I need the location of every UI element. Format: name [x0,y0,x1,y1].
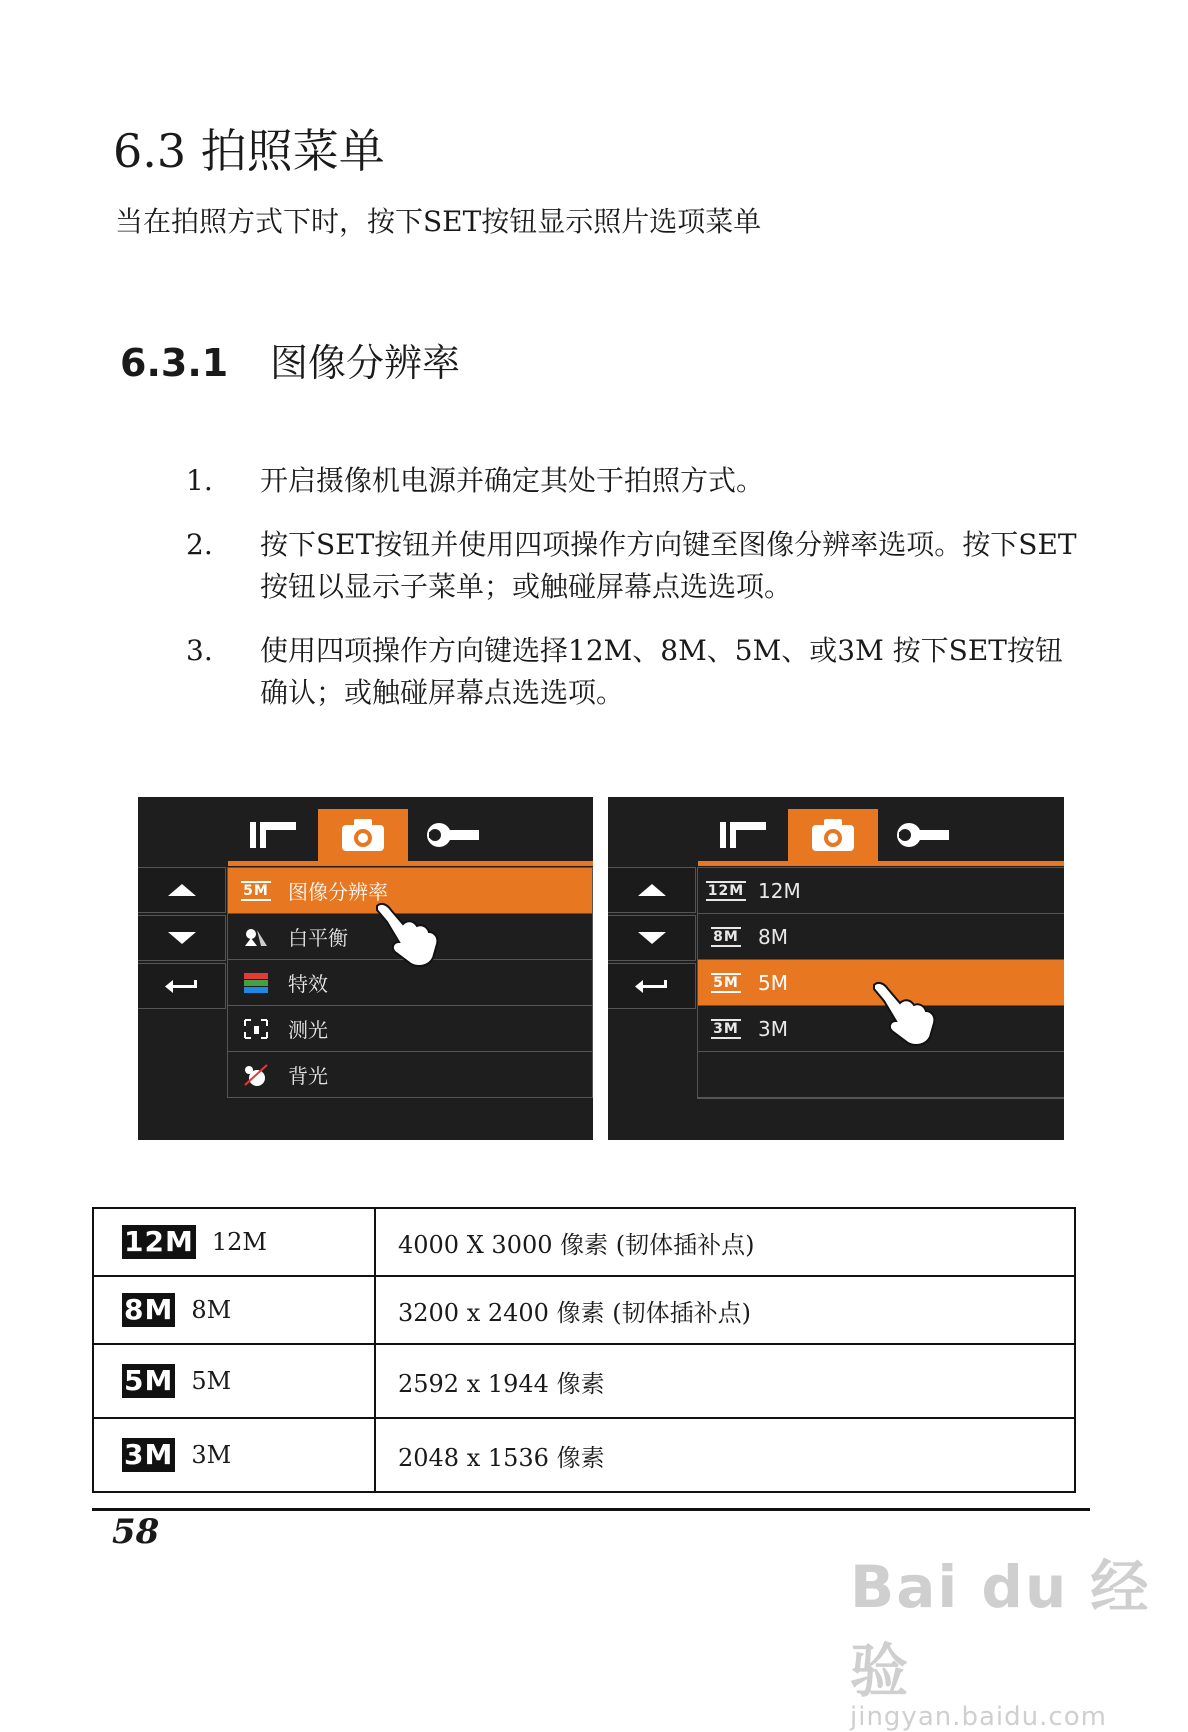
tab-playback[interactable] [228,809,318,861]
subsection-number: 6.3.1 [120,341,229,385]
tab-camera[interactable] [788,809,878,861]
table-cell-resolution [93,1344,375,1418]
table-cell-pixels: 4000 X 3000 像素 (韧体插补点) [375,1208,1075,1276]
camera-icon [340,817,386,853]
table-cell-pixels: 2048 x 1536 像素 [375,1418,1075,1492]
return-button[interactable] [138,963,226,1009]
step-item [186,460,1086,502]
return-icon [635,978,669,994]
step-text: 使用四项操作方向键选择12M、8M、5M、或3M 按下SET按钮确认；或触碰屏幕点选选项。 [260,634,1063,709]
resolution-label: 5M [191,1367,232,1395]
tab-bar [228,809,498,861]
table-row [93,1276,1075,1344]
arrow-down-icon [637,931,667,945]
menu-item-label: 特效 [288,972,328,996]
intro-text: 当在拍照方式下时，按下SET按钮显示照片选项菜单 [115,205,762,238]
table-cell-resolution [93,1208,375,1276]
menu-item-label: 背光 [288,1064,328,1088]
playback-mode-icon [718,818,768,852]
menu-item-label: 白平衡 [288,926,348,950]
menu-item-backlight[interactable] [228,1052,592,1097]
resolution-3m-icon: 3M [124,1438,174,1471]
resolution-8m-icon: 8M [713,928,739,945]
tab-settings[interactable] [878,809,968,861]
tab-underline [698,861,1064,866]
step-text: 开启摄像机电源并确定其处于拍照方式。 [260,464,765,497]
resolution-icon: 5M [243,882,269,899]
camera-screen-resolution-submenu [608,797,1064,1140]
tab-camera[interactable] [318,809,408,861]
resolution-12m-icon: 12M [124,1225,194,1258]
subsection-heading [120,332,460,387]
table-row [93,1418,1075,1492]
arrow-up-icon [167,883,197,897]
resolution-label: 3M [191,1441,232,1469]
step-number: 3. [186,634,213,667]
wrench-icon [895,818,951,852]
footer-rule [92,1508,1090,1511]
side-controls [608,867,696,1011]
resolution-table [92,1207,1076,1493]
down-button[interactable] [138,915,226,961]
step-text: 按下SET按钮并使用四项操作方向键至图像分辨率选项。按下SET按钮以显示子菜单；或触碰屏幕点选选项。 [260,528,1077,603]
wrench-icon [425,818,481,852]
step-number: 2. [186,528,213,561]
up-button[interactable] [608,867,696,913]
down-button[interactable] [608,915,696,961]
table-cell-resolution [93,1418,375,1492]
backlight-icon [238,1063,274,1087]
up-button[interactable] [138,867,226,913]
menu-item-label: 图像分辨率 [288,880,388,904]
table-cell-pixels: 3200 x 2400 像素 (韧体插补点) [375,1276,1075,1344]
resolution-12m-icon: 12M [707,882,745,899]
tab-settings[interactable] [408,809,498,861]
touch-hand-icon [373,900,443,970]
resolution-5m-icon: 5M [124,1364,174,1397]
resolution-5m-icon: 5M [713,974,739,991]
arrow-down-icon [167,931,197,945]
option-12m[interactable] [698,868,1064,914]
table-row [93,1344,1075,1418]
option-label: 8M [758,924,788,949]
watermark-url: jingyan.baidu.com [850,1702,1107,1732]
section-heading: 6.3 拍照菜单 [113,124,385,178]
arrow-up-icon [637,883,667,897]
watermark-brand: Bai du 经验 [850,1553,1151,1705]
option-label: 12M [758,878,801,903]
resolution-8m-icon: 8M [124,1293,174,1326]
color-effect-icon [238,972,274,994]
step-item [186,630,1086,714]
return-button[interactable] [608,963,696,1009]
resolution-3m-icon: 3M [713,1020,739,1037]
baidu-watermark [850,1540,1188,1732]
step-number: 1. [186,464,213,497]
side-controls [138,867,226,1011]
camera-screen-main-menu [138,797,593,1140]
step-item [186,524,1086,608]
table-cell-resolution [93,1276,375,1344]
tab-playback[interactable] [698,809,788,861]
resolution-label: 12M [211,1228,267,1256]
menu-item-metering[interactable] [228,1006,592,1052]
steps-list [186,460,1086,736]
option-8m[interactable] [698,914,1064,960]
resolution-label: 8M [191,1296,232,1324]
option-label: 5M [758,970,788,995]
touch-hand-icon [870,979,940,1049]
table-cell-pixels: 2592 x 1944 像素 [375,1344,1075,1418]
metering-icon [238,1018,274,1040]
playback-mode-icon [248,818,298,852]
option-label: 3M [758,1016,788,1041]
white-balance-icon [238,926,274,948]
camera-icon [810,817,856,853]
menu-item-label: 测光 [288,1018,328,1042]
return-icon [165,978,199,994]
tab-bar [698,809,968,861]
table-row [93,1208,1075,1276]
subsection-title: 图像分辨率 [270,341,461,385]
empty-row [698,1052,1064,1098]
page-number: 58 [112,1512,160,1552]
tab-underline [228,861,593,866]
